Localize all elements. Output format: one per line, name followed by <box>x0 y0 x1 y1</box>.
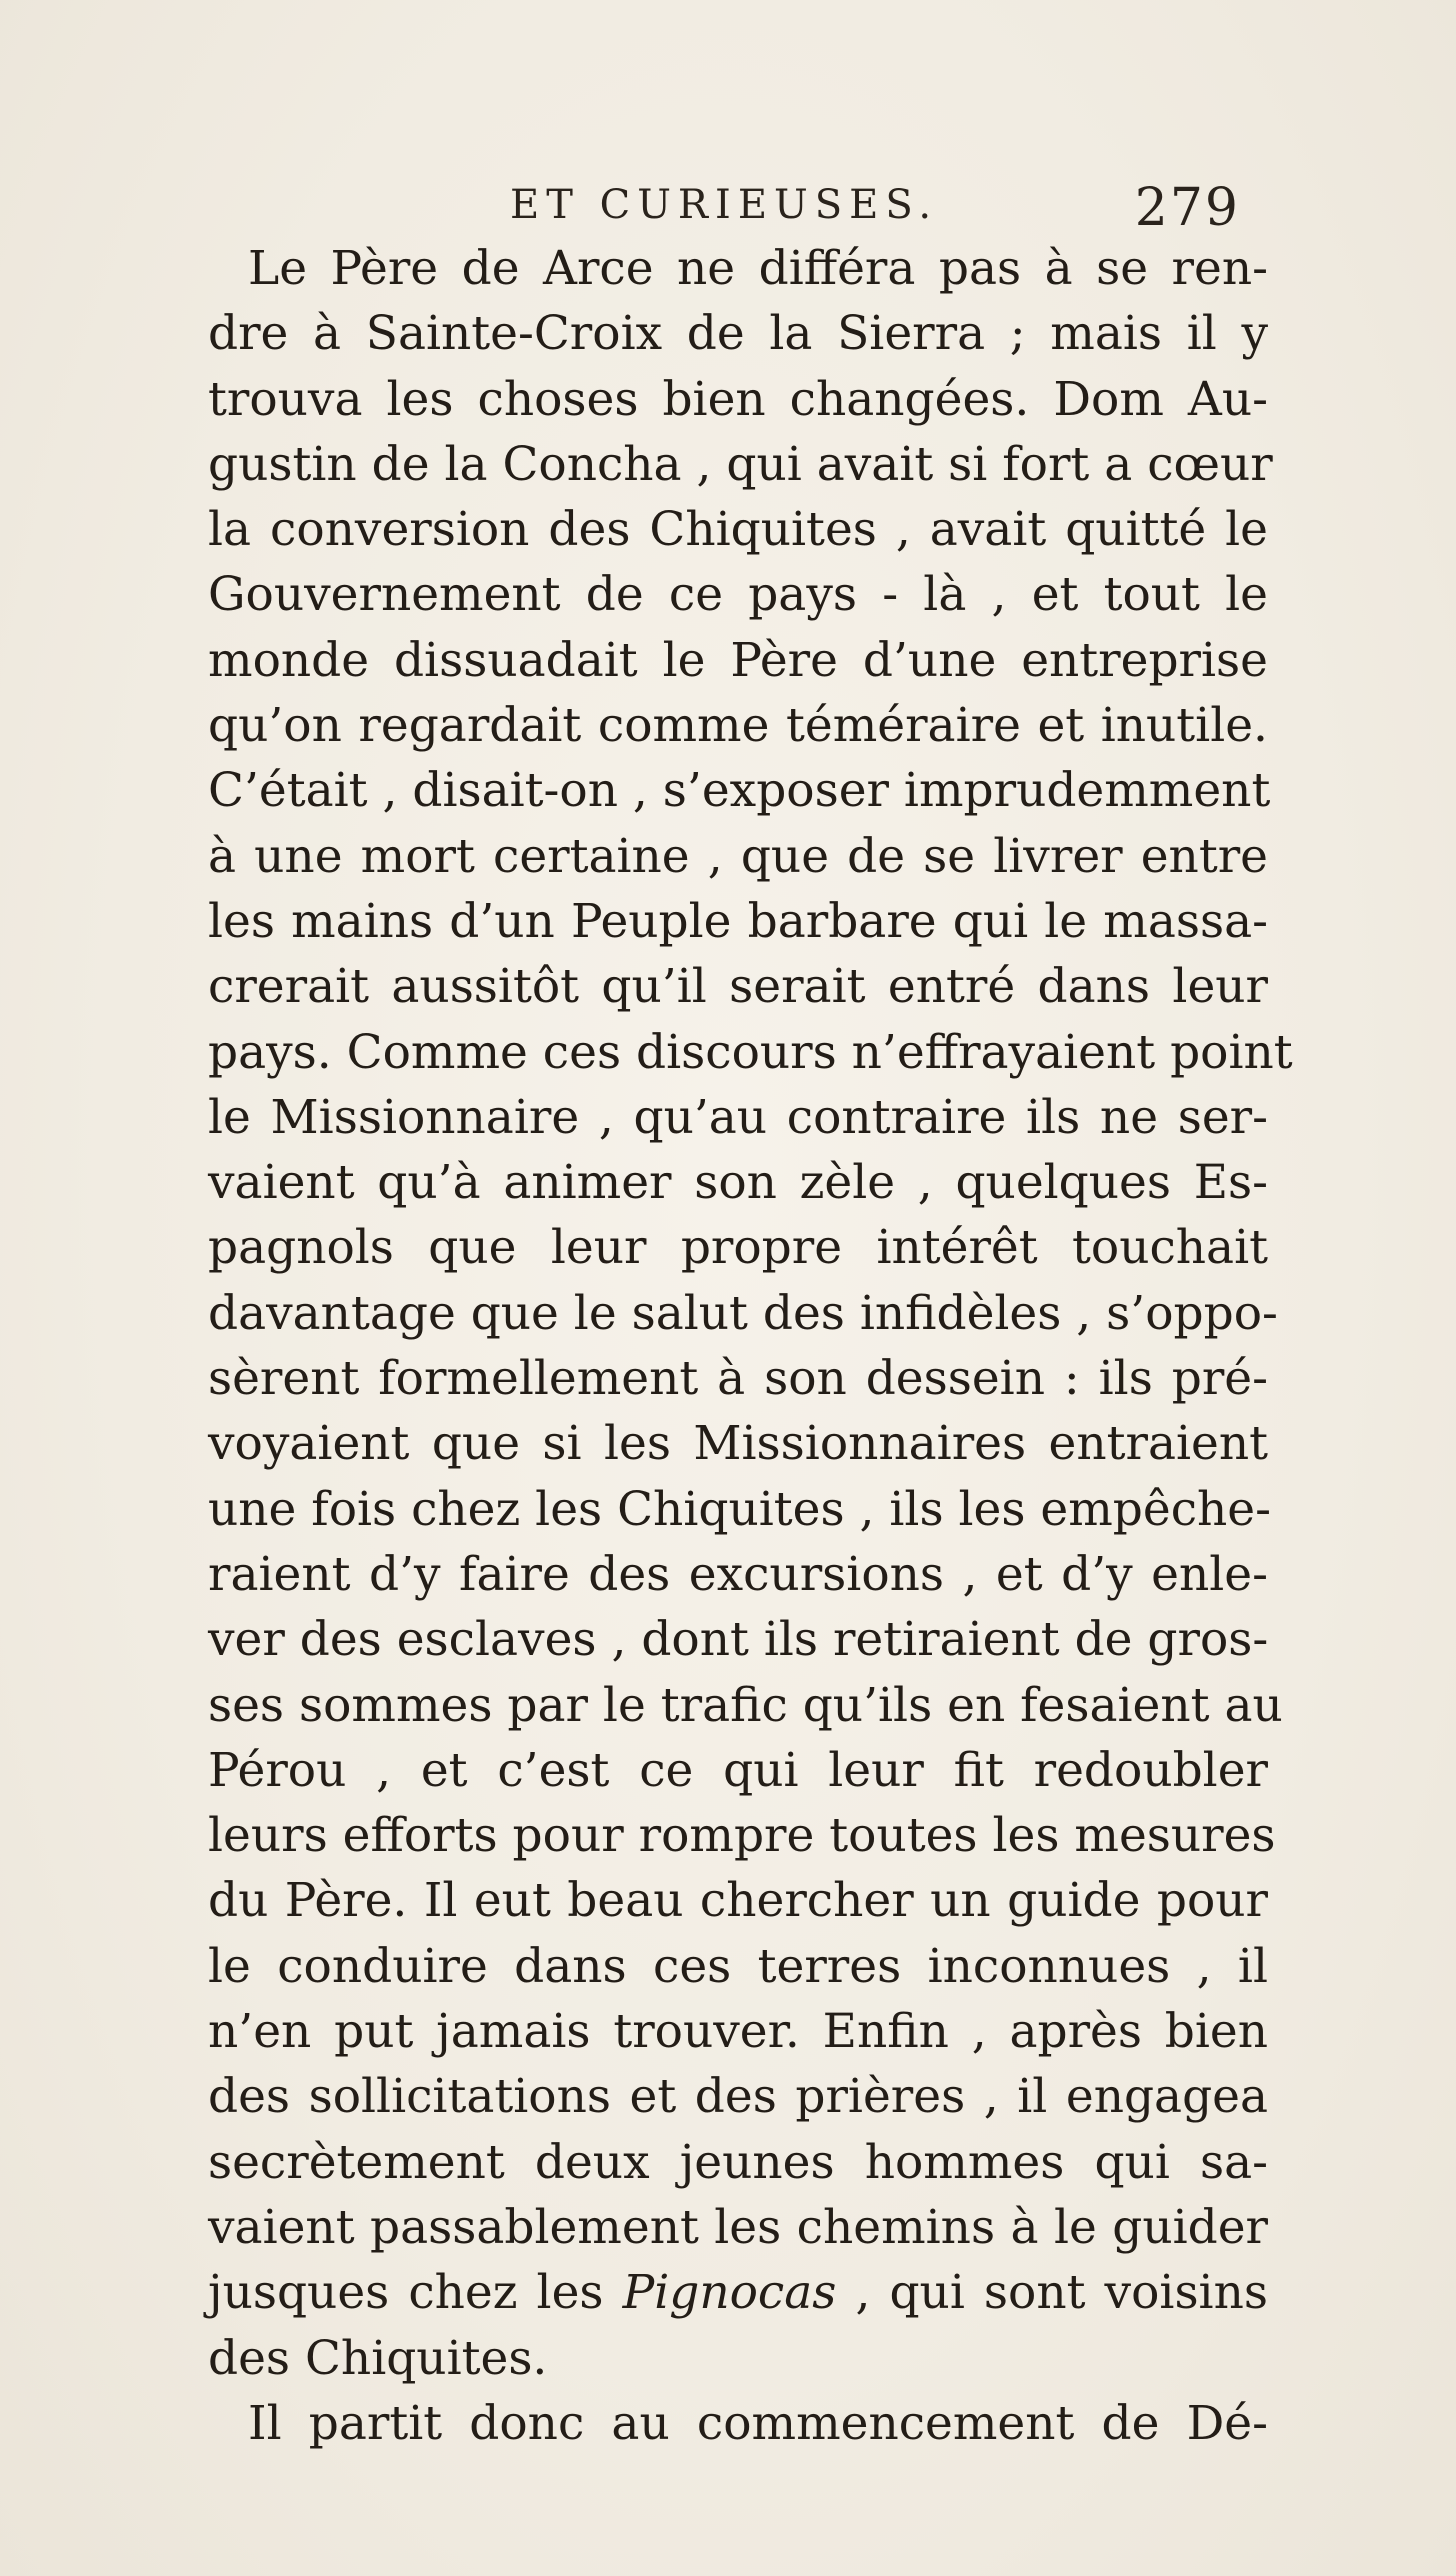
text-line: pagnols que leur propre intérêt touchait <box>208 1220 1268 1276</box>
page-number: 279 <box>1134 178 1240 238</box>
text-line: le Missionnaire , qu’au contraire ils ne ser- <box>208 1089 1268 1145</box>
text-line: vaient qu’à animer son zèle , quelques Es- <box>208 1155 1268 1211</box>
text-line: monde dissuadait le Père d’une entreprise <box>208 632 1268 688</box>
text-line: raient d’y faire des excursions , et d’y enle- <box>208 1546 1268 1602</box>
text-line: crerait aussitôt qu’il serait entré dans leur <box>208 959 1268 1015</box>
text-line: du Père. Il eut beau chercher un guide pour <box>208 1873 1268 1929</box>
text-line: ses sommes par le trafic qu’ils en fesaient au <box>208 1677 1283 1733</box>
text-line: dre à Sainte-Croix de la Sierra ; mais il y <box>208 306 1268 362</box>
text-line: davantage que le salut des infidèles , s’oppo- <box>208 1285 1278 1341</box>
text-line: Il partit donc au commencement de Dé- <box>248 2395 1268 2451</box>
text-line: n’en put jamais trouver. Enfin , après bien <box>208 2004 1268 2060</box>
text-line: Le Père de Arce ne différa pas à se ren- <box>248 241 1268 296</box>
text-line: trouva les choses bien changées. Dom Au- <box>208 371 1268 427</box>
text-line: ver des esclaves , dont ils retiraient de gros- <box>208 1612 1269 1668</box>
text-line-with-italic <box>208 2260 1268 2325</box>
text-line: C’était , disait-on , s’exposer imprudemment <box>208 763 1271 819</box>
text-segment: , qui sont voisins <box>836 2265 1268 2321</box>
text-line: vaient passablement les chemins à le guider <box>208 2199 1268 2255</box>
paragraph-end-line: des Chiquites. <box>208 2330 548 2386</box>
text-line: sèrent formellement à son dessein : ils pré- <box>208 1351 1268 1407</box>
text-line: secrètement deux jeunes hommes qui sa- <box>208 2134 1268 2190</box>
italic-proper-noun: Pignocas <box>622 2265 837 2321</box>
text-segment: jusques chez les <box>208 2265 604 2321</box>
text-line: à une mort certaine , que de se livrer entre <box>208 828 1268 884</box>
text-line: Gouvernement de ce pays - là , et tout le <box>208 567 1268 623</box>
text-line: les mains d’un Peuple barbare qui le massa- <box>208 893 1268 949</box>
text-line: gustin de la Concha , qui avait si fort a cœur <box>208 436 1273 492</box>
text-line: la conversion des Chiquites , avait quitté le <box>208 502 1268 558</box>
text-line: pays. Comme ces discours n’effrayaient point <box>208 1024 1293 1080</box>
body-text <box>208 236 1293 2456</box>
running-head: ET CURIEUSES. <box>510 182 939 228</box>
text-line: voyaient que si les Missionnaires entraient <box>208 1416 1268 1472</box>
text-line: le conduire dans ces terres inconnues , il <box>208 1938 1268 1994</box>
text-line: des sollicitations et des prières , il engagea <box>208 2069 1268 2125</box>
text-line: Pérou , et c’est ce qui leur fit redoubler <box>208 1742 1268 1798</box>
text-line: une fois chez les Chiquites , ils les empêche- <box>208 1481 1271 1537</box>
text-line: qu’on regardait comme téméraire et inutile. <box>208 698 1268 754</box>
text-line: leurs efforts pour rompre toutes les mesures <box>208 1808 1276 1864</box>
